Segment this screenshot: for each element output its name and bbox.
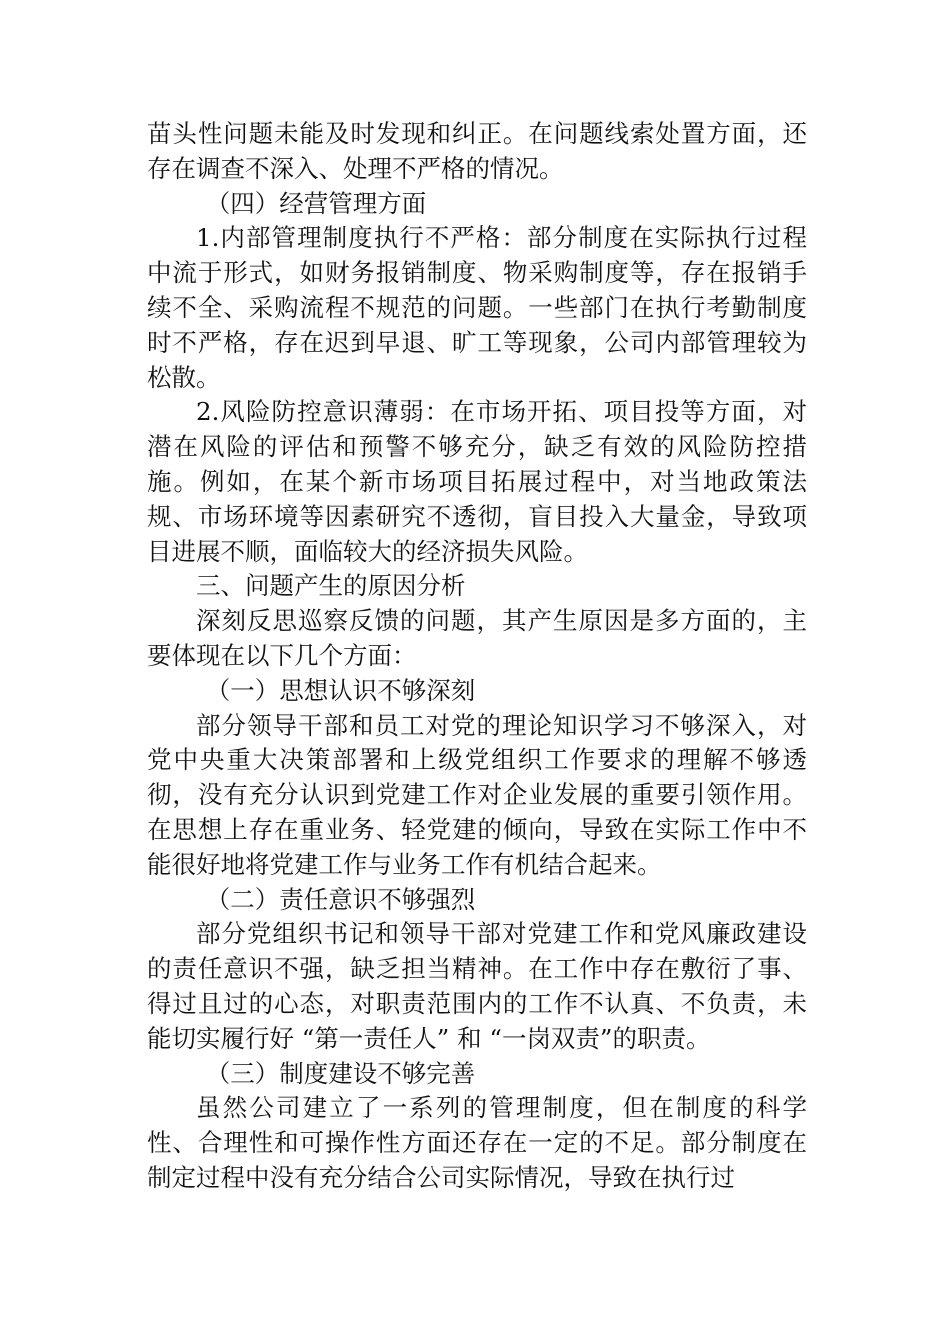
- body-paragraph-continuation: 苗头性问题未能及时发现和纠正。在问题线索处置方面，还存在调查不深入、处理不严格的情况。: [147, 119, 807, 183]
- sub-heading-system-construction: （三）制度建设不够完善: [205, 1058, 476, 1088]
- body-paragraph-cause-intro: 深刻反思巡察反馈的问题，其产生原因是多方面的，主要体现在以下几个方面：: [147, 606, 807, 670]
- body-paragraph-system-construction: 虽然公司建立了一系列的管理制度，但在制度的科学性、合理性和可操作性方面还存在一定的不足。部分制度在制定过程中没有充分结合公司实际情况，导致在执行过: [147, 1093, 807, 1192]
- body-paragraph-responsibility: 部分党组织书记和领导干部对党建工作和党风廉政建设的责任意识不强，缺乏担当精神。在工作中存在敷衍了事、得过且过的心态，对职责范围内的工作不认真、不负责，未能切实履行好 “第一责任人” 和 “一岗双责”的职责。: [147, 919, 807, 1053]
- body-paragraph-ideological-awareness: 部分领导干部和员工对党的理论知识学习不够深入，对党中央重大决策部署和上级党组织工作要求的理解不够透彻，没有充分认识到党建工作对企业发展的重要引领作用。在思想上存在重业务、轻党建的倾向，导致在实际工作中不能很好地将党建工作与业务工作有机结合起来。: [147, 710, 807, 879]
- sub-heading-business-management: （四）经营管理方面: [205, 188, 427, 218]
- sub-heading-responsibility: （二）责任意识不够强烈: [205, 884, 476, 914]
- body-paragraph-risk-control: 2.风险防控意识薄弱：在市场开拓、项目投等方面，对潜在风险的评估和预警不够充分，缺乏有效的风险防控措施。例如，在某个新市场项目拓展过程中，对当地政策法规、市场环境等因素研究不透彻，盲目投入大量金，导致项目进展不顺，面临较大的经济损失风险。: [147, 397, 807, 566]
- document-page: [147, 117, 807, 1196]
- sub-heading-ideological-awareness: （一）思想认识不够深刻: [205, 675, 476, 705]
- section-heading-cause-analysis: 三、问题产生的原因分析: [196, 571, 466, 601]
- body-paragraph-internal-management: 1.内部管理制度执行不严格：部分制度在实际执行过程中流于形式，如财务报销制度、物采购制度等，存在报销手续不全、采购流程不规范的问题。一些部门在执行考勤制度时不严格，存在迟到早退、旷工等现象，公司内部管理较为松散。: [147, 223, 807, 392]
